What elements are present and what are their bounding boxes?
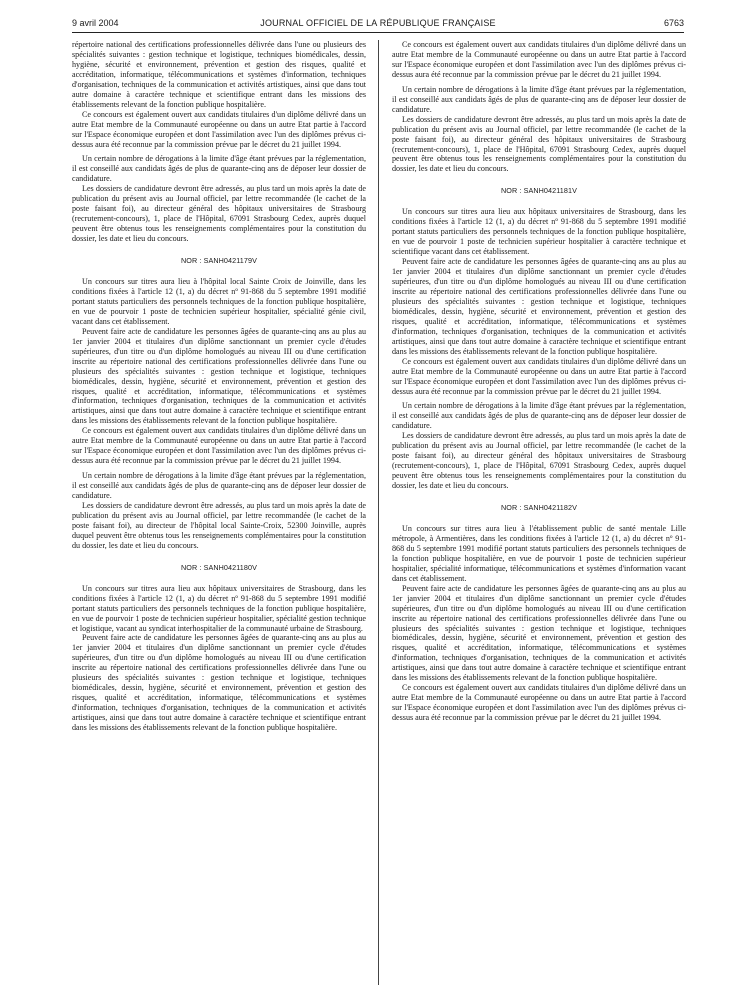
paragraph: répertoire national des certifications professionnelles délivrée dans l'une ou plusieurs des spécialités suivantes : gestion technique et logistique, techniques biomédicales, dessin, hygiène, sécurité et environnement, prévention et gestion des risques, qualité et accréditation, informatique, télécommunications et systèmes d'information, techniques d'organisation, techniques de la communication et activités artistiques, ainsi que dans tout autre domaine à caractère technique et scientifique entrant dans les missions des établissements relevant de la fonction publique hospitalière. — [72, 40, 366, 109]
header-page-number: 6763 — [663, 18, 684, 28]
paragraph: Un concours sur titres aura lieu à l'hôpital local Sainte Croix de Joinville, dans les conditions fixées à l'article 12 (1, a) du décret nº 91-868 du 5 septembre 1991 modifié portant statuts particuliers des personnels techniques de la fonction publique hospitalière, en vue de pourvoir 1 poste de technicien supérieur hospitalier, spécialité génie civil, vacant dans cet établissement. — [72, 277, 366, 326]
paragraph: Un certain nombre de dérogations à la limite d'âge étant prévues par la réglementation, il est conseillé aux candidats âgés de plus de quarante-cinq ans de déposer leur dossier de candidature. — [392, 401, 686, 431]
paragraph: Ce concours est également ouvert aux candidats titulaires d'un diplôme délivré dans un autre Etat membre de la Communauté européenne ou dans un autre Etat partie à l'accord sur l'Espace économique européen et dont l'assimilation avec l'un des diplômes prévus ci-dessus aura été reconnue par la commission prévue par le décret du 21 juillet 1994. — [392, 40, 686, 79]
paragraph: Les dossiers de candidature devront être adressés, au plus tard un mois après la date de publication du présent avis au Journal officiel, par lettre recommandée (le cachet de la poste faisant foi), au directeur général des hôpitaux universitaires de Strasbourg (recrutement-concours), 1, place de l'Hôpital, 67091 Strasbourg Cedex, auprès duquel peuvent être obtenus tous les renseignements complémentaires pour la constitution du dossier, les date et lieu du concours. — [72, 184, 366, 244]
column-divider — [378, 40, 379, 985]
left-column — [72, 40, 366, 986]
paragraph: Ce concours est également ouvert aux candidats titulaires d'un diplôme délivré dans un autre Etat membre de la Communauté européenne ou dans un autre Etat partie à l'accord sur l'Espace économique européen et dont l'assimilation avec l'un des diplômes prévus ci-dessus aura été reconnue par la commission prévue par le décret du 21 juillet 1994. — [392, 683, 686, 723]
paragraph: Les dossiers de candidature devront être adressés, au plus tard un mois après la date de publication du présent avis au Journal officiel, par lettre recommandée (le cachet de la poste faisant foi), au directeur général des hôpitaux universitaires de Strasbourg (recrutement-concours), 1, place de l'Hôpital, 67091 Strasbourg Cedex, auprès duquel peuvent être obtenus tous les renseignements complémentaires pour la constitution du dossier, les date et lieu du concours. — [392, 431, 686, 491]
paragraph: Ce concours est également ouvert aux candidats titulaires d'un diplôme délivré dans un autre Etat membre de la Communauté européenne ou dans un autre Etat partie à l'accord sur l'Espace économique européen et dont l'assimilation avec l'un des diplômes prévus ci-dessus aura été reconnue par la commission prévue par le décret du 21 juillet 1994. — [72, 426, 366, 466]
paragraph: Peuvent faire acte de candidature les personnes âgées de quarante-cinq ans au plus au 1er janvier 2004 et titulaires d'un diplôme sanctionnant un premier cycle d'études supérieures, d'un titre ou d'un diplôme homologués au niveau III ou d'une certification inscrite au répertoire national des certifications professionnelles délivrée dans l'une ou plusieurs des spécialités suivantes : gestion technique et logistique, techniques biomédicales, dessin, hygiène, sécurité et environnement, prévention et gestion des risques, qualité et accréditation, informatique, télécommunications et systèmes d'information, techniques d'organisation, techniques de la communication et activités artistiques, ainsi que dans tout autre domaine à caractère technique et scientifique entrant dans les missions des établissements relevant de la fonction publique hospitalière. — [72, 633, 366, 733]
page-header — [72, 18, 684, 32]
paragraph: Un certain nombre de dérogations à la limite d'âge étant prévues par la réglementation, il est conseillé aux candidats âgés de plus de quarante-cinq ans de déposer leur dossier de candidature. — [72, 471, 366, 501]
right-column — [392, 40, 686, 986]
nor-reference: NOR : SANH0421180V — [181, 562, 257, 572]
paragraph: Peuvent faire acte de candidature les personnes âgées de quarante-cinq ans au plus au 1er janvier 2004 et titulaires d'un diplôme sanctionnant un premier cycle d'études supérieures, d'un titre ou d'un diplôme homologués au niveau III ou d'une certification inscrite au répertoire national des certifications professionnelles délivrée dans l'une ou plusieurs des spécialités suivantes : gestion technique et logistique, techniques biomédicales, dessin, hygiène, sécurité et environnement, prévention et gestion des risques, qualité et accréditation, informatique, télécommunications et systèmes d'information, techniques d'organisation, techniques de la communication et activités artistiques, ainsi que dans tout autre domaine à caractère technique et scientifique entrant dans les missions des établissements relevant de la fonction publique hospitalière. — [392, 257, 686, 356]
header-rule — [72, 32, 684, 33]
paragraph: Un certain nombre de dérogations à la limite d'âge étant prévues par la réglementation, il est conseillé aux candidats âgés de plus de quarante-cinq ans de déposer leur dossier de candidature. — [72, 154, 366, 184]
paragraph: Les dossiers de candidature devront être adressés, au plus tard un mois après la date de publication du présent avis au Journal officiel, par lettre recommandée (le cachet de la poste faisant foi), au directeur de l'hôpital local Sainte-Croix, 52300 Joinville, auprès duquel peuvent être obtenus tous les renseignements complémentaires pour la constitution du dossier, les date et lieu du concours. — [72, 500, 366, 550]
paragraph: Ce concours est également ouvert aux candidats titulaires d'un diplôme délivré dans un autre Etat membre de la Communauté européenne ou dans un autre Etat partie à l'accord sur l'Espace économique européen et dont l'assimilation avec l'un des diplômes prévus ci-dessus aura été reconnue par la commission prévue par le décret du 21 juillet 1994. — [72, 109, 366, 149]
paragraph: Ce concours est également ouvert aux candidats titulaires d'un diplôme délivré dans un autre Etat membre de la Communauté européenne ou dans un autre Etat partie à l'accord sur l'Espace économique européen et dont l'assimilation avec l'un des diplômes prévus ci-dessus aura été reconnue par la commission prévue par le décret du 21 juillet 1994. — [392, 356, 686, 396]
paragraph: Un certain nombre de dérogations à la limite d'âge étant prévues par la réglementation, il est conseillé aux candidats âgés de plus de quarante-cinq ans de déposer leur dossier de candidature. — [392, 84, 686, 114]
nor-reference: NOR : SANH0421181V — [501, 186, 577, 196]
paragraph: Un concours sur titres aura lieu aux hôpitaux universitaires de Strasbourg, dans les conditions fixées à l'article 12 (1, a) du décret nº 91-868 du 5 septembre 1991 modifié portant statuts particuliers des personnels techniques de la fonction publique hospitalière, en vue de pourvoir 1 poste de technicien supérieur hospitalier, spécialité gestion technique et logistique, vacant au syndicat interhospitalier de la communauté urbaine de Strasbourg. — [72, 583, 366, 633]
paragraph: Peuvent faire acte de candidature les personnes âgées de quarante-cinq ans au plus au 1er janvier 2004 et titulaires d'un diplôme sanctionnant un premier cycle d'études supérieures, d'un titre ou d'un diplôme homologués au niveau III ou d'une certification inscrite au répertoire national des certifications professionnelles délivrée dans l'une ou plusieurs des spécialités suivantes : gestion technique et logistique, techniques biomédicales, dessin, hygiène, sécurité et environnement, prévention et gestion des risques, qualité et accréditation, informatique, télécommunications et systèmes d'information, techniques d'organisation, techniques de la communication et activités artistiques, ainsi que dans tout autre domaine à caractère technique et scientifique entrant dans les missions des établissements relevant de la fonction publique hospitalière. — [392, 583, 686, 683]
paragraph: Un concours sur titres aura lieu à l'établissement public de santé mentale Lille métropole, à Armentières, dans les conditions fixées à l'article 12 (1, a) du décret nº 91-868 du 5 septembre 1991 modifié portant statuts particuliers des personnels techniques de la fonction publique hospitalière, en vue de pourvoir 1 poste de technicien supérieur hospitalier, spécialité informatique, télécommunications et systèmes d'information vacant dans cet établissement. — [392, 523, 686, 583]
nor-reference: NOR : SANH0421179V — [181, 256, 257, 266]
header-journal-title: JOURNAL OFFICIEL DE LA RÉPUBLIQUE FRANÇAISE — [260, 18, 496, 28]
paragraph: Peuvent faire acte de candidature les personnes âgées de quarante-cinq ans au plus au 1er janvier 2004 et titulaires d'un diplôme sanctionnant un premier cycle d'études supérieures, d'un titre ou d'un diplôme homologués au niveau III ou d'une certification inscrite au répertoire national des certifications professionnelles délivrée dans l'une ou plusieurs des spécialités suivantes : gestion technique et logistique, techniques biomédicales, dessin, hygiène, sécurité et environnement, prévention et gestion des risques, qualité et accréditation, informatique, télécommunications et systèmes d'information, techniques d'organisation, techniques de la communication et activités artistiques, ainsi que dans tout autre domaine à caractère technique et scientifique entrant dans les missions des établissements relevant de la fonction publique hospitalière. — [72, 326, 366, 426]
nor-reference: NOR : SANH0421182V — [501, 503, 577, 513]
header-date: 9 avril 2004 — [72, 18, 119, 28]
paragraph: Un concours sur titres aura lieu aux hôpitaux universitaires de Strasbourg, dans les conditions fixées à l'article 12 (1, a) du décret nº 91-868 du 5 septembre 1991 modifié portant statuts particuliers des personnels techniques de la fonction publique hospitalière, en vue de pourvoir 1 poste de technicien supérieur hospitalier à caractère technique et scientifique vacant dans cet établissement. — [392, 207, 686, 257]
paragraph: Les dossiers de candidature devront être adressés, au plus tard un mois après la date de publication du présent avis au Journal officiel, par lettre recommandée (le cachet de la poste faisant foi), au directeur général des hôpitaux universitaires de Strasbourg (recrutement-concours), 1, place de l'Hôpital, 67091 Strasbourg Cedex, auprès duquel peuvent être obtenus tous les renseignements complémentaires pour la constitution du dossier, les date et lieu du concours. — [392, 114, 686, 174]
